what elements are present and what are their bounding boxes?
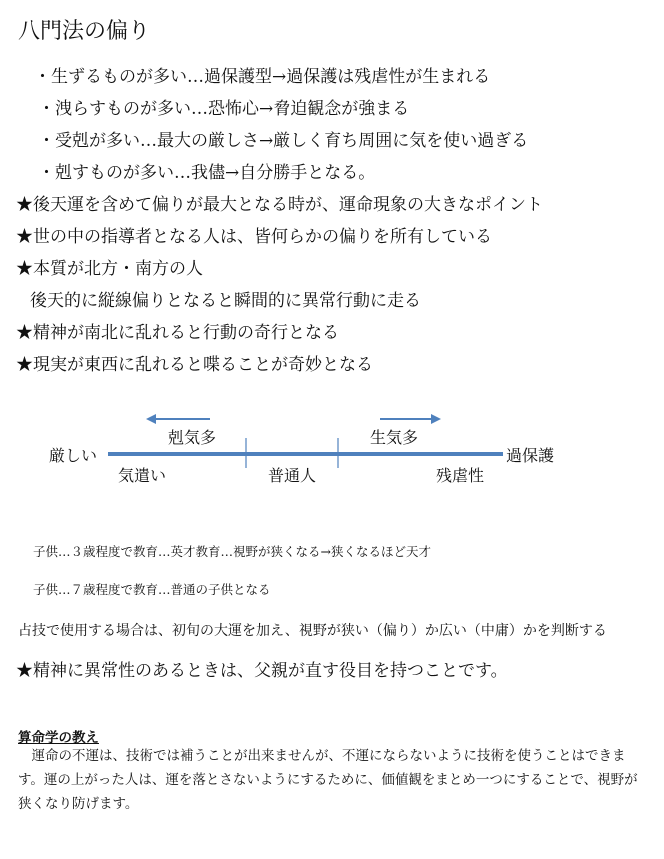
bullet-item: ・洩らすものが多い…恐怖心→脅迫観念が強まる (38, 99, 410, 119)
label-cruelty: 残虐性 (436, 466, 485, 485)
section-heading: 算命学の教え (18, 730, 99, 746)
page-title: 八門法の偏り (18, 19, 151, 44)
section-paragraph: 運命の不運は、技術では補うことが出来ませんが、不運にならないように技術を使うことはできます。運の上がった人は、運を落とさないようにするために、価値観をまとめ一つにすることで、視野が狭くなり防げます。 (18, 748, 638, 812)
star-final: ★精神に異常性のあるときは、父親が直す役目を持つことです。 (16, 661, 508, 681)
label-ordinary: 普通人 (268, 466, 317, 485)
label-excess-generation: 生気多 (370, 428, 419, 447)
label-considerate: 気遣い (118, 466, 167, 485)
star-point: ★精神が南北に乱れると行動の奇行となる (16, 323, 339, 343)
arrow-left-icon (146, 414, 210, 424)
star-point: ★本質が北方・南方の人 (16, 259, 203, 279)
label-excess-control: 剋気多 (168, 428, 217, 447)
bullet-item: ・生ずるものが多い…過保護型→過保護は残虐性が生まれる (34, 67, 491, 87)
arrow-right-icon (380, 414, 441, 424)
bullet-item: ・受剋が多い…最大の厳しさ→厳しく育ち周囲に気を使い過ぎる (38, 131, 529, 151)
label-overprotective: 過保護 (506, 446, 555, 465)
bullet-item: ・剋すものが多い…我儘→自分勝手となる。 (38, 163, 376, 183)
label-strict: 厳しい (49, 446, 98, 465)
star-point: ★後天運を含めて偏りが最大となる時が、運命現象の大きなポイント (16, 195, 543, 215)
note-line: 子供…３歳程度で教育…英才教育…視野が狭くなる→狭くなるほど天才 (33, 544, 431, 559)
star-point-continuation: 後天的に縦線偏りとなると瞬間的に異常行動に走る (30, 291, 421, 311)
note-line: 子供…７歳程度で教育…普通の子供となる (33, 582, 271, 597)
star-point: ★現実が東西に乱れると喋ることが奇妙となる (16, 355, 373, 375)
usage-note: 占技で使用する場合は、初旬の大運を加え、視野が狭い（偏り）か広い（中庸）かを判断する (18, 623, 607, 639)
star-point: ★世の中の指導者となる人は、皆何らかの偏りを所有している (16, 227, 492, 247)
